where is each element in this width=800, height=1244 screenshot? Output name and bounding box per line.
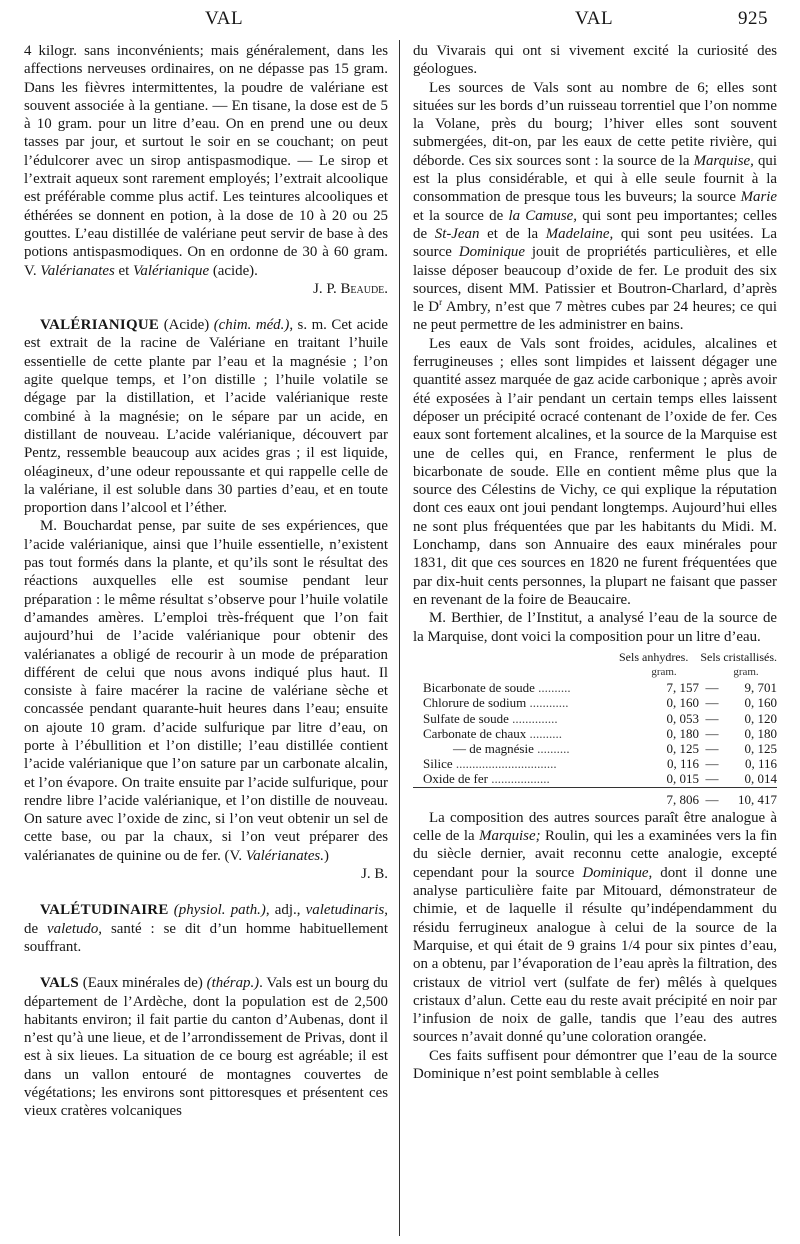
right-column xyxy=(413,42,777,1083)
running-head-left: VAL xyxy=(205,8,244,29)
table-row: Silice ............................... 0, 116 — 0, 116 xyxy=(423,756,777,772)
headword-vals: VALS xyxy=(40,975,79,992)
entry-valerianique: VALÉRIANIQUE (Acide) (chim. méd.), s. m. Cet acide est extrait de la racine de Valériane en traitant l’huile essentielle de cette plante par l’eau et la magnésie ; l’on agite quelque temps, et l’on distille ; l’huile volatile se dégage par la distillation, et l’acide valérianique reste combiné à la magnésie; on le sépare par un acide, en distillant de nouveau. L’acide valérianique, découvert par Pentz, ressemble beaucoup aux acides gras ; il est liquide, oléagineux, d’une odeur repoussante et qui rappelle celle de la valériane, il est soluble dans 30 parties d’eau, et en toute proportion dans l’alcool et l’éther. xyxy=(24,317,388,517)
analysis-table xyxy=(413,650,777,807)
table-row: Oxide de fer .................. 0, 015 — 0, 014 xyxy=(423,771,777,787)
running-head-center: VAL xyxy=(575,8,614,29)
headword-valetudinaire: VALÉTUDINAIRE xyxy=(40,902,169,919)
vals-continued-paragraph: du Vivarais qui ont si vivement excité la curiosité des géologues. xyxy=(413,43,777,78)
entry-vals: VALS (Eaux minérales de) (thérap.). Vals est un bourg du département de l’Ardèche, dont la population est de 2,500 habitants environ; il fait partie du canton d’Aubenas, dont il n’est qu’à une lieue, et de l’arrondissement de Privas, dont il est à six lieues. La situation de ce bourg est agréable; il est dans un vallon entouré de montagnes couvertes de végétations; les environs sont pittoresques et présentent ces vieux cratères volcaniques xyxy=(24,975,388,1120)
properties-paragraph: Les eaux de Vals sont froides, acidules, alcalines et ferrugineuses ; elles sont limpides et laissent dégager une quantité assez marquée de gaz acide carbonique ; après avoir été exposées à l’air pendant un certain temps elles laissent déposer un précipité ocracé contenant de l’oxide de fer. Ces eaux sont fortement alcalines, et la source de la Marquise est une de celles qui, en France, renferment le plus de bicarbonate de soude. Elle en contient même plus que la source des Célestins de Vichy, ce qui explique la réputation dont ces eaux ont joui pendant longtemps. Aujourd’hui elles ne sont plus fréquentées que par les habitants du Midi. M. Lonchamp, dans son Annuaire des eaux minérales pour 1831, dit que ces sources en 1820 ne furent fréquentées que par dix-huit cents personnes, la plupart ne faisant que passer en revenant de la foire de Beaucaire. xyxy=(413,335,777,608)
entry-valetudinaire: VALÉTUDINAIRE (physiol. path.), adj., valetudinaris, de valetudo, santé : se dit d’un homme habituellement souffrant. xyxy=(24,902,388,955)
table-total-row: 7, 806 — 10, 417 xyxy=(413,787,777,807)
other-sources-paragraph: La composition des autres sources paraît être analogue à celle de la Marquise; Roulin, qui les a examinées vers la fin du siècle dernier, avait reconnu cette analogie, excepté cependant pour la source Dominique, dont il donne une analyse particulière faite par Mitouard, démonstrateur de chimie, et de laquelle il résulte qu’indépendamment du résidu ferrugineux analogue à celui de la source de la Marquise, et qui était de 9 grains 1/4 pour six pintes d’eau, on a obtenu, par l’évaporation de l’eau après la filtration, des cristaux de vitriol vert (sulfate de fer) mêlés à quelques cristaux d’alun. Cette eau du reste avait précipité en noir par l’infusion de noix de galle, tandis que l’eau des autres sources n’avait donné qu’une coloration orangée. xyxy=(413,809,777,1046)
table-row: Carbonate de chaux .......... 0, 180 — 0, 180 xyxy=(423,725,777,741)
sources-paragraph: Les sources de Vals sont au nombre de 6; elles sont situées sur les bords d’un ruisseau torrentiel que l’on nomme la Volane, près du bourg; l’hiver elles sont souvent submergées, dit-on, par les eaux de cette petite rivière, qui déborde. Ces six sources sont : la source de la Marquise, qui est la plus considérable, et qui à elle seule fournit à la consommation de presque tous les buveurs; la source Marie et la source de la Camuse, qui sont peu importantes; celles de St-Jean et de la Madelaine, qui sont peu usitées. La source Dominique jouit de propriétés particulières, et elle laisse déposer beaucoup d’oxide de fer. Le produit des six sources, disent MM. Patissier et Boutron-Charlard, d’après le $D^r$ Ambry, n’est que 7 mètres cubes par 24 heures; ce qui ne peut permettre de les administrer en bains. xyxy=(413,79,777,334)
table-row: Bicarbonate de soude .......... 7, 157 — 9, 701 xyxy=(423,680,777,696)
header-anhydrous: Sels anhydres. xyxy=(619,649,689,664)
table-row: — de magnésie .......... 0, 125 — 0, 125 xyxy=(453,741,777,757)
signature-beaude: J. P. Beaude. xyxy=(313,280,388,297)
analysis-rows xyxy=(413,680,777,807)
signature-jb: J. B. xyxy=(361,866,388,883)
analysis-units: gram. gram. xyxy=(651,666,759,678)
valerianique-paragraph-2: M. Bouchardat pense, par suite de ses expériences, que l’acide valérianique, ainsi que l’huile essentielle, n’existent pas tout formés dans la plante, et qu’ils sont le résultat des réactions auxquelles elle est soumise pendant leur préparation : le même résultat s’observe pour l’huile volatile d’amandes amères. L’emploi très-fréquent que l’on fait aujourd’hui de l’acide valérianique pour obtenir des valérianates a obligé de recourir à un mode de préparation différent de celui que nous avons indiqué plus haut. Il consiste à faire macérer la racine de valériane sèche et concassée pendant quarante-huit heures dans l’eau; ensuite on ajoute 10 gram. d’acide sulfurique par litre d’eau, on porte à l’ébullition et l’on distille; l’eau distillée contient l’acide valérianique que l’on sature par un carbonate alcalin, et l’on évapore. On traite ensuite par l’acide sulfurique, pour rendre libre l’acide valérianique, et l’on distille de nouveau. On sature avec l’oxide de zinc, si l’on veut obtenir un sel de cette base, ou par la chaux, si l’on veut préparer des valérianates de quinine ou de fer. (V. Valérianates.) xyxy=(24,518,388,864)
column-divider xyxy=(399,40,400,1236)
valeriane-continued-paragraph: 4 kilogr. sans inconvénients; mais généralement, dans les affections nerveuses ordinaires, on ne dépasse pas 15 gram. Dans les fièvres intermittentes, la poudre de valériane est souvent associée à la gentiane. — En tisane, la dose est de 5 à 10 gram. pour un litre d’eau. On en prend une ou deux tasses par jour, et surtout le soir en se couchant; on peut l’édulcorer avec un sirop antispasmodique. — Le sirop et l’extrait aqueux sont rarement employés; l’extrait alcoolique est préférable comme plus actif. Les teintures alcooliques et éthérées se donnent en potion, à la dose de 10 à 20 ou 25 gouttes. L’eau distillée de valériane peut servir de base à des potions antispasmodiques. On en ordonne de 30 à 60 gram. V. Valérianates et Valérianique (acide). xyxy=(24,43,388,279)
headword-valerianique: VALÉRIANIQUE xyxy=(40,317,160,334)
page-number: 925 xyxy=(738,8,768,29)
left-column xyxy=(24,42,388,1121)
table-row: Chlorure de sodium ............ 0, 160 — 0, 160 xyxy=(423,695,777,711)
analysis-header xyxy=(413,650,777,665)
berthier-paragraph: M. Berthier, de l’Institut, a analysé l’eau de la source de la Marquise, dont voici la composition pour un litre d’eau. xyxy=(413,610,777,645)
conclusion-paragraph: Ces faits suffisent pour démontrer que l’eau de la source Dominique n’est point semblable à celles xyxy=(413,1047,777,1082)
header-crystallized: Sels cristallisés. xyxy=(700,649,777,664)
table-row: Sulfate de soude .............. 0, 053 — 0, 120 xyxy=(423,710,777,726)
